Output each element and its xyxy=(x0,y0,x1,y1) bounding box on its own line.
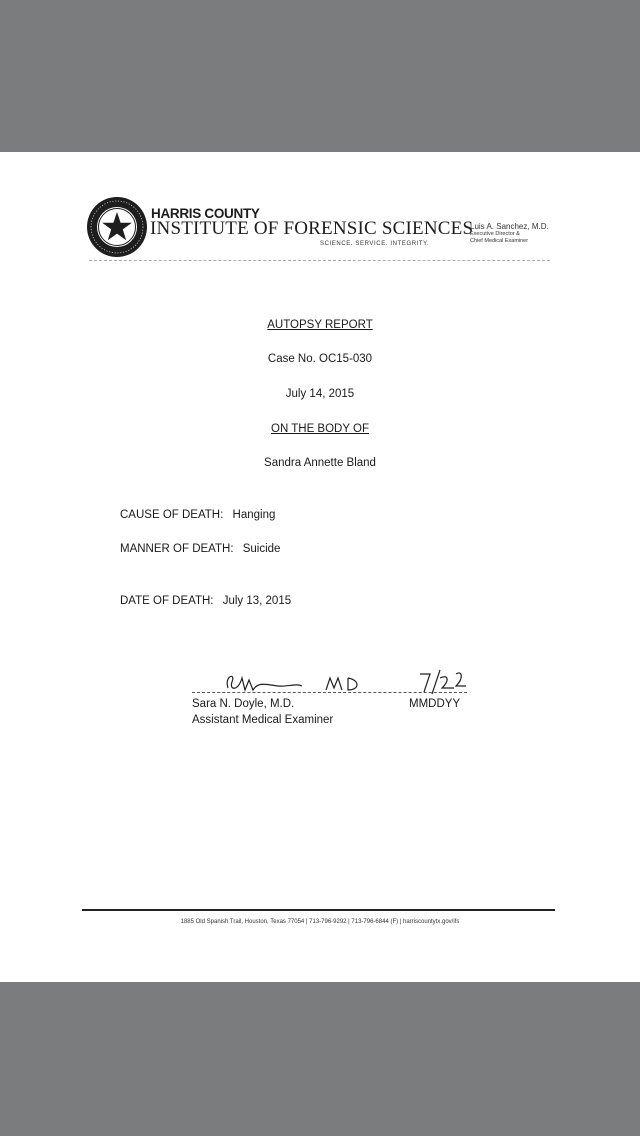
footer-divider xyxy=(82,909,555,911)
cause-value: Hanging xyxy=(232,509,276,521)
cause-of-death xyxy=(120,509,275,521)
handwritten-signature xyxy=(218,668,468,698)
signer-name: Sara N. Doyle, M.D. xyxy=(192,698,295,710)
org-name: INSTITUTE OF FORENSIC SCIENCES xyxy=(150,218,474,239)
org-county: HARRIS COUNTY xyxy=(151,206,260,221)
county-seal-icon xyxy=(86,196,148,258)
manner-of-death xyxy=(120,543,280,555)
org-tagline: SCIENCE. SERVICE. INTEGRITY. xyxy=(320,241,430,247)
dod-label: DATE OF DEATH: xyxy=(120,595,214,607)
report-date: July 14, 2015 xyxy=(285,388,355,400)
date-of-death xyxy=(120,595,291,607)
signature-date-label: MMDDYY xyxy=(409,698,461,710)
case-number: Case No. OC15-030 xyxy=(267,353,373,365)
cause-label: CAUSE OF DEATH: xyxy=(120,509,224,521)
decedent-name: Sandra Annette Bland xyxy=(264,457,376,469)
dod-value: July 13, 2015 xyxy=(222,595,292,607)
on-body-heading: ON THE BODY OF xyxy=(271,423,369,435)
manner-value: Suicide xyxy=(242,543,281,555)
executive-title-2: Chief Medical Examiner xyxy=(470,237,529,244)
executive-block xyxy=(470,222,549,244)
signer-title: Assistant Medical Examiner xyxy=(192,714,334,726)
header-divider xyxy=(89,260,550,261)
footer-address: 1885 Old Spanish Trail, Houston, Texas 77054 | 713-796-9292 | 713-796-6844 (F) | harriscountytx.gov/ifs xyxy=(180,919,460,925)
executive-title-1: Executive Director & xyxy=(470,231,520,237)
executive-name: Luis A. Sanchez, M.D. xyxy=(470,222,549,231)
letterhead xyxy=(0,152,640,272)
document-page xyxy=(0,152,640,982)
report-title: AUTOPSY REPORT xyxy=(267,319,373,331)
manner-label: MANNER OF DEATH: xyxy=(120,543,234,555)
